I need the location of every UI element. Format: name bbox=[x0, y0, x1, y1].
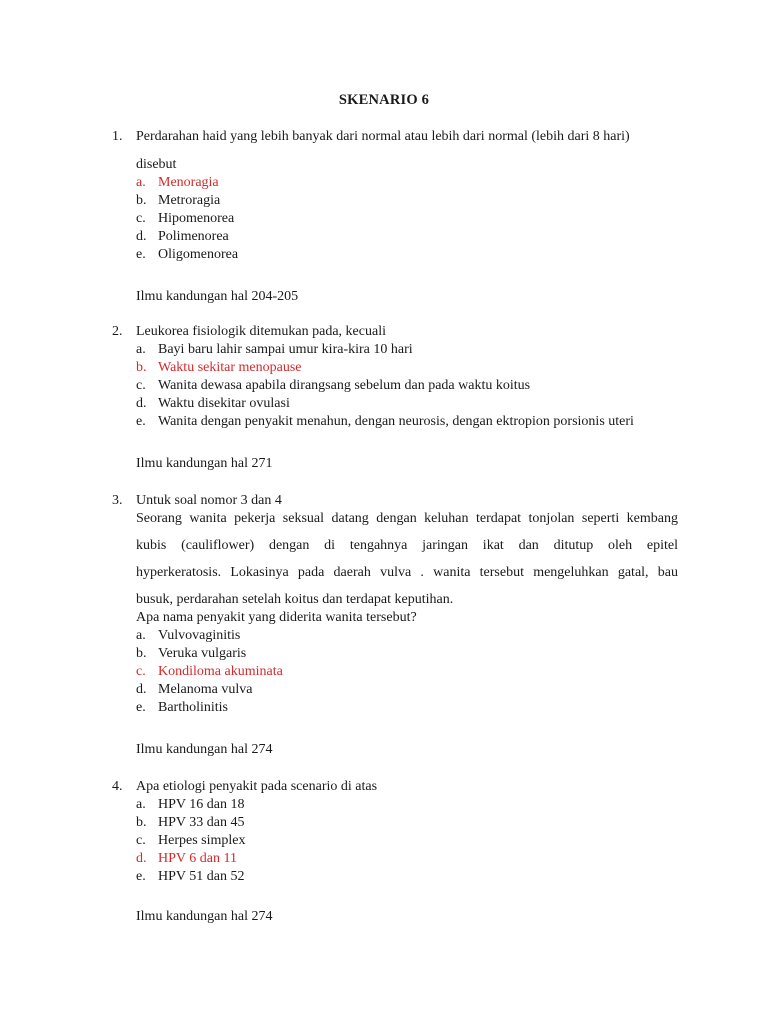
answer-option-a bbox=[136, 796, 678, 814]
option-letter: a. bbox=[136, 628, 146, 643]
answer-option-b bbox=[136, 645, 678, 663]
answer-option-d bbox=[136, 681, 678, 699]
option-letter: c. bbox=[136, 378, 146, 393]
option-text: Hipomenorea bbox=[158, 211, 235, 226]
answer-option-c bbox=[136, 832, 678, 850]
option-text: Kondiloma akuminata bbox=[158, 664, 283, 679]
answer-option-c bbox=[136, 210, 678, 228]
option-letter: e. bbox=[136, 700, 146, 715]
answer-option-d bbox=[136, 850, 678, 868]
option-text: Wanita dewasa apabila dirangsang sebelum dan pada waktu koitus bbox=[158, 378, 531, 393]
option-text: Wanita dengan penyakit menahun, dengan neurosis, dengan ektropion porsionis uteri bbox=[158, 414, 634, 429]
option-letter: d. bbox=[136, 682, 147, 697]
option-letter: b. bbox=[136, 646, 147, 661]
option-text: Metroragia bbox=[158, 193, 221, 208]
reference-note: Ilmu kandungan hal 204-205 bbox=[136, 289, 299, 304]
option-letter: d. bbox=[136, 851, 147, 866]
option-text: Vulvovaginitis bbox=[158, 628, 241, 643]
option-letter: e. bbox=[136, 414, 146, 429]
option-text: Waktu disekitar ovulasi bbox=[158, 396, 290, 411]
option-letter: e. bbox=[136, 247, 146, 262]
answer-option-e bbox=[136, 413, 678, 431]
reference-note: Ilmu kandungan hal 274 bbox=[136, 742, 273, 757]
option-text: Oligomenorea bbox=[158, 247, 239, 262]
question-text-line: Apa etiologi penyakit pada scenario di atas bbox=[136, 779, 378, 794]
option-letter: a. bbox=[136, 342, 146, 357]
answer-option-e bbox=[136, 699, 678, 717]
option-letter: b. bbox=[136, 193, 147, 208]
option-text: Herpes simplex bbox=[158, 833, 246, 848]
question-text-line: Leukorea fisiologik ditemukan pada, kecuali bbox=[136, 324, 386, 339]
question-text-line: Perdarahan haid yang lebih banyak dari normal atau lebih dari normal (lebih dari 8 hari) bbox=[136, 129, 630, 144]
option-letter: c. bbox=[136, 833, 146, 848]
answer-option-c bbox=[136, 663, 678, 681]
answer-option-a bbox=[136, 627, 678, 645]
question-text-line: kubis (cauliflower) dengan di tengahnya jaringan ikat dan ditutup oleh epitel bbox=[136, 538, 678, 553]
answer-option-b bbox=[136, 359, 678, 377]
question-text-line: Seorang wanita pekerja seksual datang dengan keluhan terdapat tonjolan seperti kembang bbox=[136, 511, 678, 526]
answer-option-a bbox=[136, 174, 678, 192]
answer-option-a bbox=[136, 341, 678, 359]
reference-note: Ilmu kandungan hal 274 bbox=[136, 909, 273, 924]
question-text-line: disebut bbox=[136, 157, 177, 172]
option-text: HPV 51 dan 52 bbox=[158, 869, 245, 884]
reference-note: Ilmu kandungan hal 271 bbox=[136, 456, 273, 471]
option-text: Melanoma vulva bbox=[158, 682, 253, 697]
answer-option-b bbox=[136, 814, 678, 832]
question-number: 2. bbox=[112, 324, 123, 339]
option-text: Waktu sekitar menopause bbox=[158, 360, 302, 375]
option-letter: d. bbox=[136, 229, 147, 244]
question-3 bbox=[112, 492, 678, 759]
option-letter: b. bbox=[136, 360, 147, 375]
answer-option-d bbox=[136, 395, 678, 413]
question-number: 3. bbox=[112, 493, 123, 508]
option-letter: d. bbox=[136, 396, 147, 411]
option-text: Polimenorea bbox=[158, 229, 229, 244]
document-title: SKENARIO 6 bbox=[338, 92, 430, 108]
option-letter: b. bbox=[136, 815, 147, 830]
option-letter: c. bbox=[136, 211, 146, 226]
option-text: HPV 6 dan 11 bbox=[158, 851, 237, 866]
answer-option-e bbox=[136, 868, 678, 886]
question-4 bbox=[112, 778, 678, 926]
option-text: HPV 33 dan 45 bbox=[158, 815, 245, 830]
option-letter: a. bbox=[136, 797, 146, 812]
option-text: Menoragia bbox=[158, 175, 219, 190]
question-text-line: busuk, perdarahan setelah koitus dan terdapat keputihan. bbox=[136, 592, 454, 607]
option-text: Veruka vulgaris bbox=[158, 646, 247, 661]
question-text-line: Apa nama penyakit yang diderita wanita tersebut? bbox=[136, 610, 417, 625]
option-letter: e. bbox=[136, 869, 146, 884]
question-text-line: hyperkeratosis. Lokasinya pada daerah vulva . wanita tersebut mengeluhkan gatal, bau bbox=[136, 565, 678, 580]
option-text: HPV 16 dan 18 bbox=[158, 797, 245, 812]
question-text-line: Untuk soal nomor 3 dan 4 bbox=[136, 493, 282, 508]
option-text: Bayi baru lahir sampai umur kira-kira 10 hari bbox=[158, 342, 413, 357]
question-1 bbox=[112, 128, 678, 306]
question-number: 4. bbox=[112, 779, 123, 794]
option-letter: c. bbox=[136, 664, 146, 679]
option-letter: a. bbox=[136, 175, 146, 190]
answer-option-d bbox=[136, 228, 678, 246]
answer-option-b bbox=[136, 192, 678, 210]
answer-option-c bbox=[136, 377, 678, 395]
answer-option-e bbox=[136, 246, 678, 264]
question-number: 1. bbox=[112, 129, 123, 144]
option-text: Bartholinitis bbox=[158, 700, 228, 715]
question-2 bbox=[112, 323, 678, 473]
